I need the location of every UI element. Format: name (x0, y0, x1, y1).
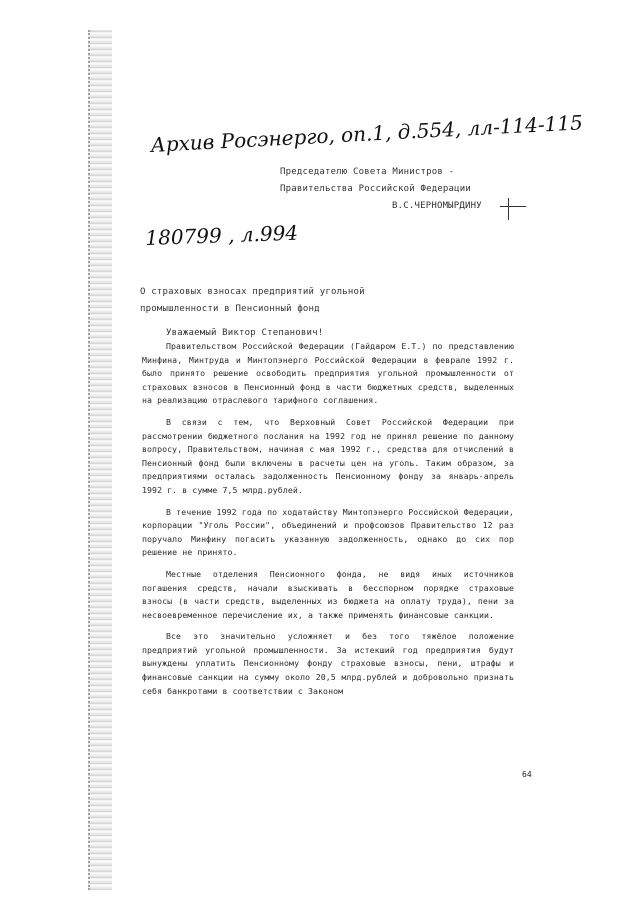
paragraph-1: Правительством Российской Федерации (Гайдаром Е.Т.) по представлению Минфина, Минтруда и Минтопэнерго Российской Федерации в феврале 1992 г. было принято решение освободить предприятия угольной промышленности от страховых взносов в Пенсионный фонд в части бюджетных средств, выделенных на реализацию отраслевого тарифного соглашения. (142, 341, 514, 406)
addressee-name: В.С.ЧЕРНОМЫРДИНУ (392, 201, 482, 211)
paragraph-5: Все это значительно усложняет и без того тяжёлое положение предприятий угольной промышленности. За истекший год предприятия будут вынуждены уплатить Пенсионному фонду страховые взносы, пени, штрафы и финансовые санкции на сумму около 20,5 млрд.рублей и добровольно признать себя банкротами в соответствии с Законом (142, 631, 514, 696)
subject-line-1: О страховых взносах предприятий угольной (140, 287, 365, 297)
addressee-line-2: Правительства Российской Федерации (280, 184, 472, 194)
pen-mark-vertical (508, 198, 509, 220)
subject-block (140, 284, 440, 318)
scan-binding-edge (88, 30, 112, 890)
paragraph-3: В течение 1992 года по ходатайству Минтопэнерго Российской Федерации, корпорации "Уголь России", объединений и профсоюзов Правительство 12 раз поручало Минфину погасить указанную задолженность, однако до сих пор решение не принято. (142, 506, 514, 558)
handwritten-archive-reference: Архив Росэнерго, оп.1, д.554, лл-114-115 (150, 110, 584, 157)
subject-line-2: промышленности в Пенсионный фонд (140, 304, 320, 314)
addressee-line-1: Председателю Совета Министров - (280, 167, 455, 177)
addressee-block (280, 164, 530, 215)
pen-mark (500, 206, 526, 207)
handwritten-number-note: 180799 , л.994 (145, 220, 299, 250)
salutation: Уважаемый Виктор Степанович! (166, 328, 324, 338)
page-number-mark: 64 (522, 770, 532, 779)
paragraph-4: Местные отделения Пенсионного фонда, не видя иных источников погашения средств, начали взыскивать в бесспорном порядке страховые взносы (в части средств, выделенных из бюджета на оплату труда), пени за несвоевременное перечисление их, а также применять финансовые санкции. (142, 568, 514, 620)
paragraph-2: В связи с тем, что Верховный Совет Российской Федерации при рассмотрении бюджетного послания на 1992 год не принял решение по данному вопросу, Правительством, начиная с мая 1992 г., средства для отчислений в Пенсионный фонд были включены в расчеты цен на уголь. Таким образом, за предприятиями осталась задолженность Пенсионному фонду за январь-апрель 1992 г. в сумме 7,5 млрд.рублей. (142, 416, 514, 495)
letter-body (142, 340, 514, 706)
